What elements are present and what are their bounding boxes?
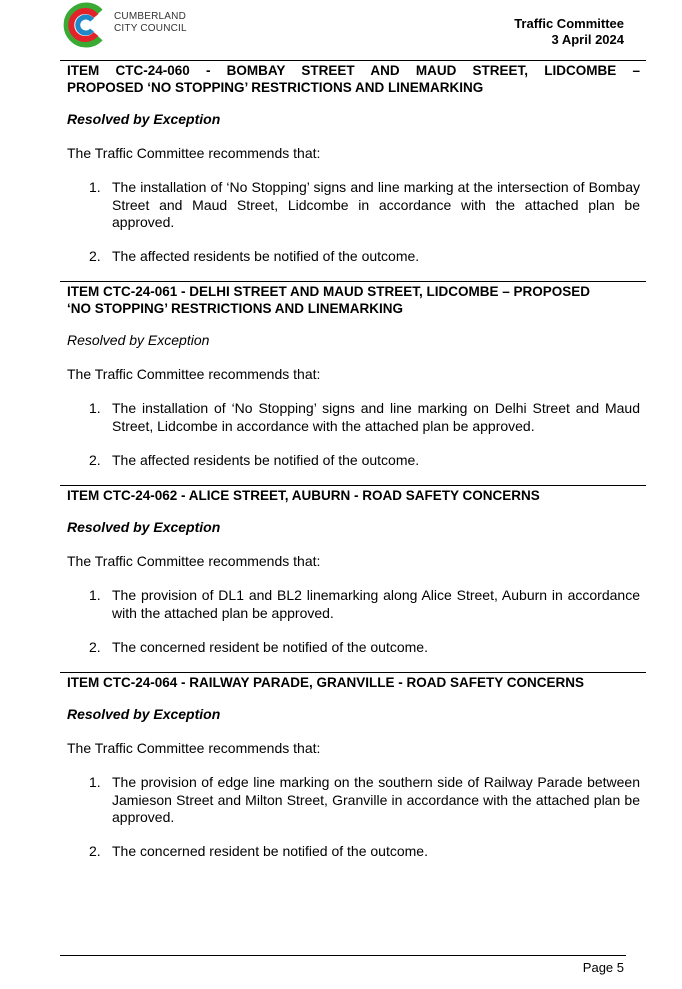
list-item	[89, 179, 640, 232]
page-number: Page 5	[582, 960, 624, 975]
section-divider	[60, 672, 646, 673]
org-name	[114, 11, 187, 35]
council-logo-icon	[62, 2, 108, 48]
list-item	[89, 400, 640, 435]
header-meta	[514, 16, 624, 48]
list-number: 1.	[89, 587, 101, 603]
list-number: 2.	[89, 452, 101, 468]
list-item	[89, 843, 640, 861]
intro-text: The Traffic Committee recommends that:	[67, 366, 321, 382]
list-text: The affected residents be notified of the outcome.	[112, 248, 420, 264]
resolved-label: Resolved by Exception	[67, 519, 221, 535]
list-text: The concerned resident be notified of the outcome.	[112, 843, 428, 859]
section-divider	[60, 60, 646, 61]
meeting-date: 3 April 2024	[551, 32, 624, 47]
org-name-line1: CUMBERLAND	[114, 11, 187, 22]
intro-text: The Traffic Committee recommends that:	[67, 145, 321, 161]
list-text: The provision of edge line marking on the southern side of Railway Parade between Jamieson Street and Milton Street, Granville in accordance with the attached plan be approved.	[112, 774, 640, 825]
item-title-062: ITEM CTC-24-062 - ALICE STREET, AUBURN - ROAD SAFETY CONCERNS	[67, 488, 540, 503]
list-number: 2.	[89, 248, 101, 264]
list-item	[89, 587, 640, 622]
list-text: The provision of DL1 and BL2 linemarking along Alice Street, Auburn in accordance with the attached plan be approved.	[112, 587, 640, 621]
intro-text: The Traffic Committee recommends that:	[67, 740, 321, 756]
intro-text: The Traffic Committee recommends that:	[67, 553, 321, 569]
list-number: 1.	[89, 179, 101, 195]
list-text: The installation of ‘No Stopping’ signs and line marking on Delhi Street and Maud Street, Lidcombe in accordance with the attached plan be approved.	[112, 400, 640, 434]
list-number: 1.	[89, 400, 101, 416]
footer-divider	[60, 955, 626, 956]
list-item	[89, 774, 640, 827]
section-divider	[60, 281, 646, 282]
list-text: The concerned resident be notified of the outcome.	[112, 639, 428, 655]
resolved-label: Resolved by Exception	[67, 706, 221, 722]
item-title-060-line1: ITEM CTC-24-060 - BOMBAY STREET AND MAUD STREET, LIDCOMBE –	[67, 63, 640, 78]
list-number: 2.	[89, 843, 101, 859]
list-item	[89, 248, 640, 266]
list-text: The installation of ‘No Stopping’ signs and line marking at the intersection of Bombay Street and Maud Street, Lidcombe in accordance with the attached plan be approved.	[112, 179, 640, 230]
list-number: 2.	[89, 639, 101, 655]
item-title-060-line2: PROPOSED ‘NO STOPPING’ RESTRICTIONS AND LINEMARKING	[67, 80, 484, 95]
resolved-label: Resolved by Exception	[67, 111, 221, 127]
item-title-061-line1: ITEM CTC-24-061 - DELHI STREET AND MAUD STREET, LIDCOMBE – PROPOSED	[67, 284, 591, 299]
list-item	[89, 452, 640, 470]
committee-name: Traffic Committee	[514, 16, 624, 31]
item-title-064: ITEM CTC-24-064 - RAILWAY PARADE, GRANVILLE - ROAD SAFETY CONCERNS	[67, 675, 585, 690]
list-number: 1.	[89, 774, 101, 790]
resolved-label: Resolved by Exception	[67, 332, 210, 348]
list-item	[89, 639, 640, 657]
list-text: The affected residents be notified of the outcome.	[112, 452, 420, 468]
org-name-line2: CITY COUNCIL	[114, 23, 187, 34]
section-divider	[60, 485, 646, 486]
item-title-061-line2: ‘NO STOPPING’ RESTRICTIONS AND LINEMARKING	[67, 301, 404, 316]
